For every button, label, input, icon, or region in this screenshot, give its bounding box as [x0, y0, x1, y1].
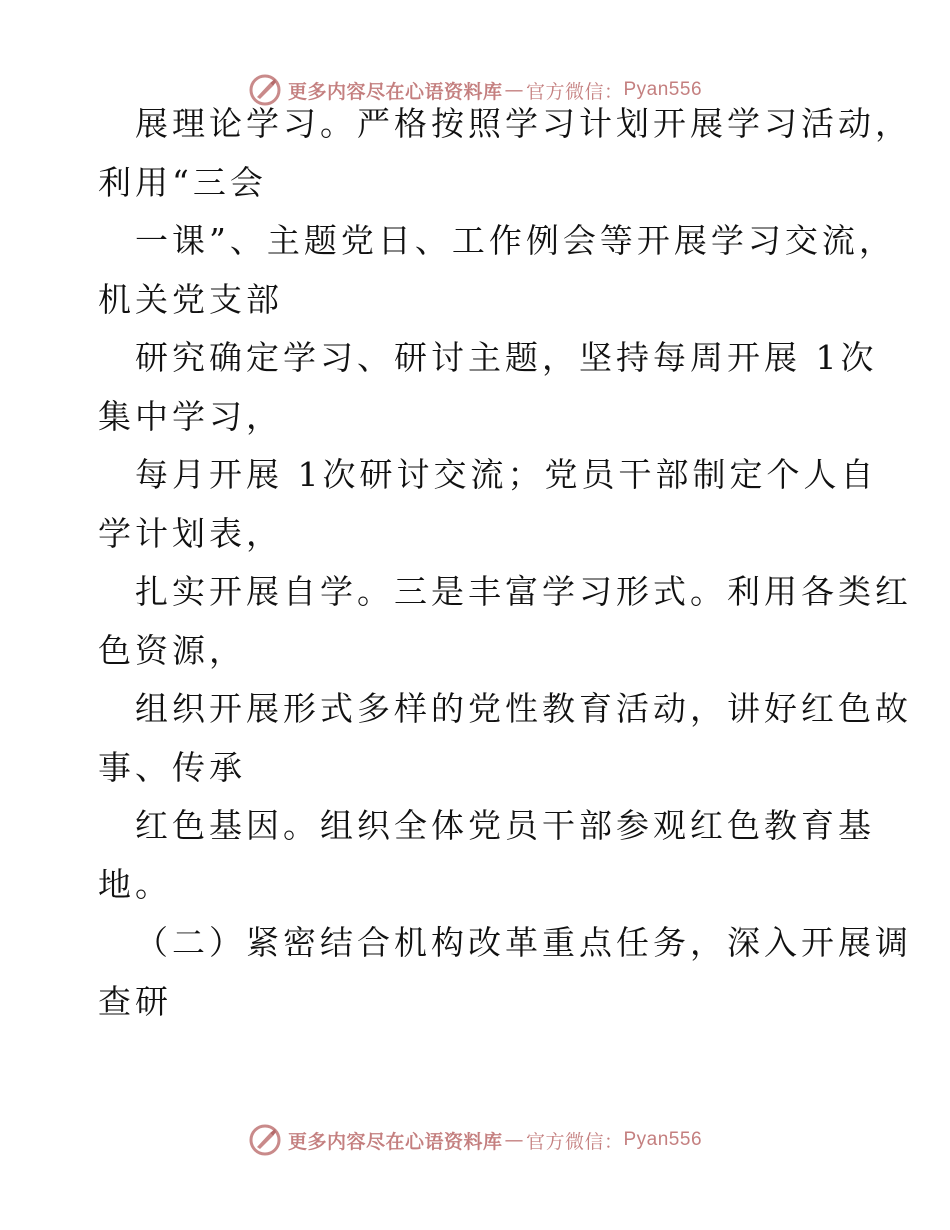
watermark-wechat-label: 官方微信： [525, 80, 624, 103]
footer-watermark [0, 1120, 950, 1160]
body-line-1: 展理论学习。严格按照学习计划开展学习活动， [135, 104, 912, 143]
body-line-15: （二）紧密结合机构改革重点任务，深入开展调 [135, 923, 912, 962]
body-line-12: 事、传承 [98, 747, 246, 787]
watermark-wechat-id: Pyan556 [623, 79, 703, 100]
body-line-5: 研究确定学习、研讨主题，坚持每周开展 1次 [135, 338, 878, 377]
quill-logo-icon [248, 1123, 282, 1157]
watermark-wechat-id: Pyan556 [623, 1129, 703, 1150]
watermark-dash: — [504, 1129, 524, 1151]
body-line-4: 机关党支部 [98, 279, 283, 319]
body-line-3: 一课”、主题党日、工作例会等开展学习交流， [135, 221, 896, 260]
body-line-9: 扎实开展自学。三是丰富学习形式。利用各类红 [135, 572, 912, 611]
watermark-dash: — [504, 79, 524, 101]
watermark-wechat-label: 官方微信： [525, 1130, 624, 1153]
body-line-6: 集中学习， [98, 396, 283, 436]
body-line-16: 查研 [98, 981, 172, 1021]
body-line-11: 组织开展形式多样的党性教育活动，讲好红色故 [135, 689, 912, 728]
body-line-13: 红色基因。组织全体党员干部参观红色教育基 [135, 806, 875, 845]
watermark-text: 更多内容尽在心语资料库 [287, 1130, 503, 1153]
watermark-text: 更多内容尽在心语资料库 [287, 80, 503, 103]
body-line-2: 利用“三会 [98, 162, 267, 202]
body-line-8: 学计划表， [98, 513, 283, 553]
body-line-14: 地。 [98, 864, 172, 904]
body-line-10: 色资源， [98, 630, 246, 670]
document-body [98, 95, 912, 1031]
body-line-7: 每月开展 1次研讨交流；党员干部制定个人自 [135, 455, 878, 494]
